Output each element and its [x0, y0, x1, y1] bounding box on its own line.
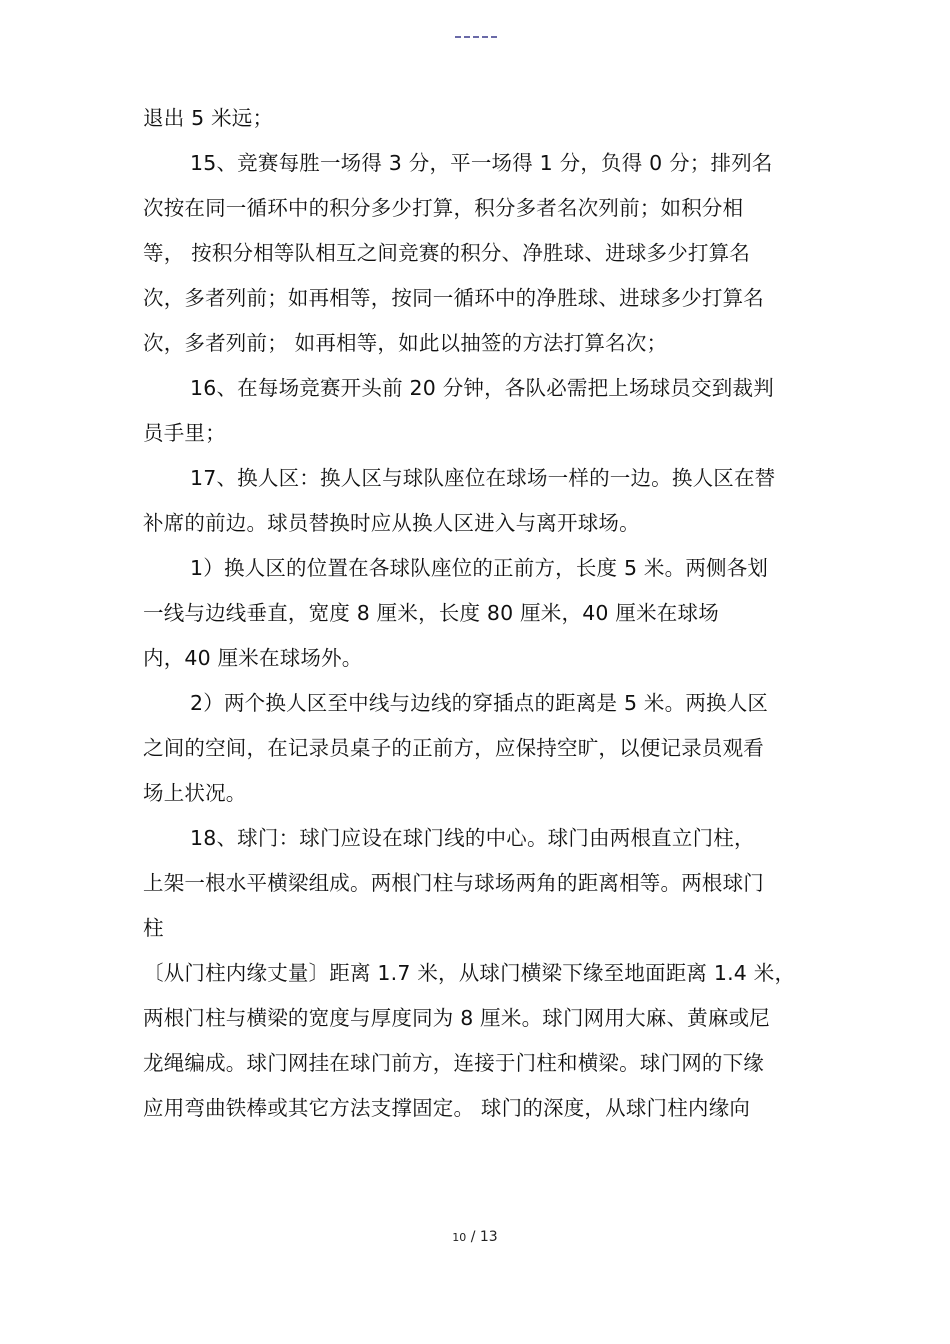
text-line: 次按在同一循环中的积分多少打算，积分多者名次列前；如积分相: [143, 196, 744, 220]
text-line: 龙绳编成。球门网挂在球门前方，连接于门柱和横梁。球门网的下缘: [143, 1051, 764, 1075]
text-line: 1）换人区的位置在各球队座位的正前方，长度 5 米。两侧各划: [190, 556, 769, 580]
text-line: 之间的空间，在记录员桌子的正前方，应保持空旷，以便记录员观看: [143, 736, 764, 760]
text-line: 补席的前边。球员替换时应从换人区进入与离开球场。: [143, 511, 640, 535]
text-line: 上架一根水平横梁组成。两根门柱与球场两角的距离相等。两根球门: [143, 871, 764, 895]
page-number: 10: [452, 1231, 467, 1244]
text-line: 18、球门：球门应设在球门线的中心。球门由两根直立门柱，: [190, 826, 755, 850]
text-line: 16、在每场竞赛开头前 20 分钟，各队必需把上场球员交到裁判: [190, 376, 774, 400]
text-line: 内，40 厘米在球场外。: [143, 646, 363, 670]
text-line: 次，多者列前； 如再相等，如此以抽签的方法打算名次；: [143, 331, 668, 355]
text-line: 员手里；: [143, 421, 226, 445]
page-total: 13: [479, 1229, 498, 1245]
text-line: 等， 按积分相等队相互之间竞赛的积分、净胜球、进球多少打算名: [143, 241, 751, 265]
text-line: 15、竞赛每胜一场得 3 分，平一场得 1 分，负得 0 分；排列名: [190, 151, 773, 175]
text-line: 17、换人区：换人区与球队座位在球场一样的一边。换人区在替: [190, 466, 776, 490]
page-separator: /: [466, 1229, 480, 1245]
text-line: 一线与边线垂直，宽度 8 厘米，长度 80 厘米，40 厘米在球场: [143, 601, 719, 625]
text-line: 退出 5 米远；: [143, 106, 274, 130]
text-line: 两根门柱与横梁的宽度与厚度同为 8 厘米。球门网用大麻、黄麻或尼: [143, 1006, 770, 1030]
text-line: 次，多者列前；如再相等，按同一循环中的净胜球、进球多少打算名: [143, 286, 764, 310]
text-line: 2）两个换人区至中线与边线的穿插点的距离是 5 米。两换人区: [190, 691, 769, 715]
text-line: 柱: [143, 916, 164, 940]
header-dashed-mark: [455, 36, 497, 38]
text-line: 应用弯曲铁棒或其它方法支撑固定。 球门的深度，从球门柱内缘向: [143, 1096, 751, 1120]
page-footer: [0, 1229, 950, 1245]
text-line: 〔从门柱内缘丈量〕距离 1.7 米，从球门横梁下缘至地面距离 1.4 米，: [143, 961, 796, 985]
text-line: 场上状况。: [143, 781, 247, 805]
